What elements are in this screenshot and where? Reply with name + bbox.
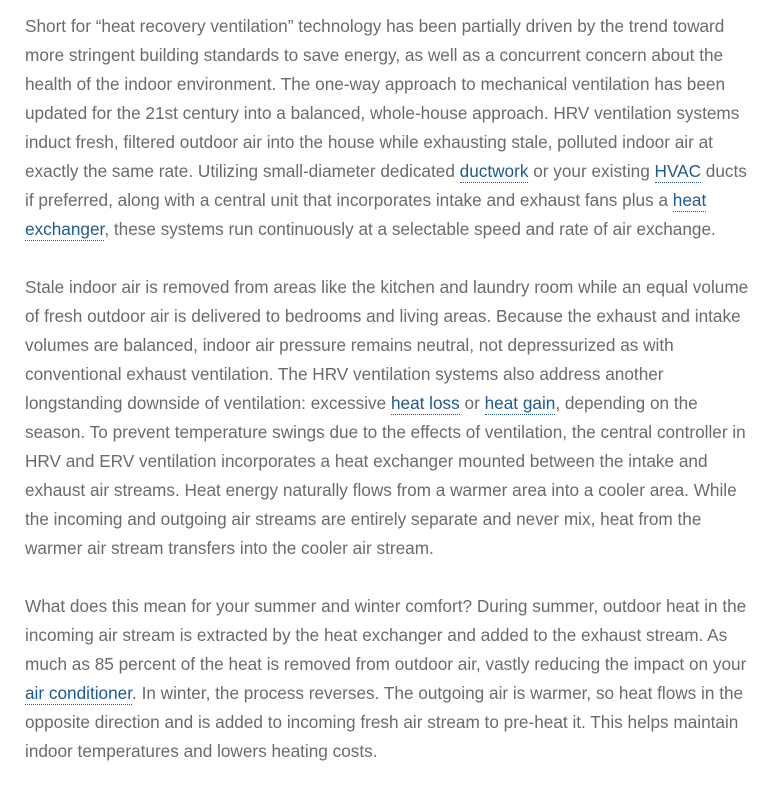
paragraph-hrv-intro <box>25 12 760 244</box>
paragraph-text: Stale indoor air is removed from areas like the kitchen and laundry room while an equal volume of fresh outdoor air is delivered to bedrooms and living areas. Because the exhaust and intake volumes are balanced, indoor air pressure remains neutral, not depressurized as with conventional exhaust ventilation. The HRV ventilation systems also address another longstanding downside of ventilation: excessive <box>25 277 749 413</box>
link-heat-gain[interactable]: heat gain <box>484 393 556 413</box>
paragraph-text: Short for “heat recovery ventilation” technology has been partially driven by the trend toward more stringent building standards to save energy, as well as a concurrent concern about the health of the indoor environment. The one-way approach to mechanical ventilation has been updated for the 21st century into a balanced, whole-house approach. HRV ventilation systems induct fresh, filtered outdoor air into the house while exhausting stale, polluted indoor air at exactly the same rate. Utilizing small-diameter dedicated <box>25 16 740 181</box>
link-ductwork[interactable]: ductwork <box>459 161 529 181</box>
paragraph-text: or <box>459 393 485 413</box>
link-hvac[interactable]: HVAC <box>654 161 702 181</box>
paragraph-text: , depending on the season. To prevent temperature swings due to the effects of ventilation, the central controller in HRV and ERV ventilation incorporates a heat exchanger mounted between the intake and exhaust air streams. Heat energy naturally flows from a warmer area into a cooler area. While the incoming and outgoing air streams are entirely separate and never mix, heat from the warmer air stream transfers into the cooler air stream. <box>25 393 746 558</box>
link-heat-exchanger[interactable]: heat exchanger <box>25 190 707 239</box>
paragraph-seasonal-comfort <box>25 592 760 766</box>
link-heat-loss[interactable]: heat loss <box>390 393 460 413</box>
paragraph-text: . In winter, the process reverses. The outgoing air is warmer, so heat flows in the opposite direction and is added to incoming fresh air stream to pre-heat it. This helps maintain indoor temperatures and lowers heating costs. <box>25 683 744 761</box>
paragraph-text: , these systems run continuously at a selectable speed and rate of air exchange. <box>104 219 716 239</box>
link-air-conditioner[interactable]: air conditioner <box>25 683 133 703</box>
paragraph-text: What does this mean for your summer and winter comfort? During summer, outdoor heat in the incoming air stream is extracted by the heat exchanger and added to the exhaust stream. As much as 85 percent of the heat is removed from outdoor air, vastly reducing the impact on your <box>25 596 747 674</box>
paragraph-text: ducts if preferred, along with a central unit that incorporates intake and exhaust fans plus a <box>25 161 747 210</box>
paragraph-air-exchange <box>25 273 760 563</box>
paragraph-text: or your existing <box>528 161 655 181</box>
